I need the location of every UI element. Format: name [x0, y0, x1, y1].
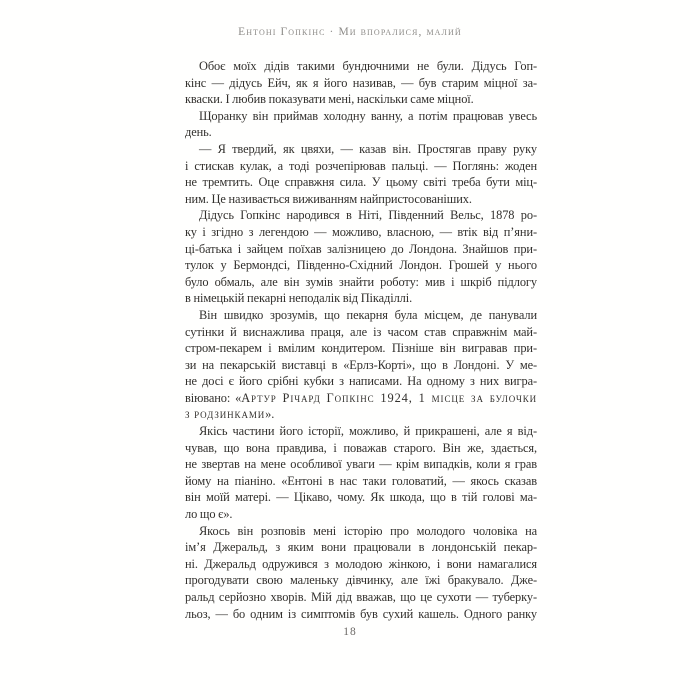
text-line: ним. Це називається виживанням найпристосованіших.: [185, 191, 472, 206]
text-line: і стискав кулак, а тоді розчепірював пальці. — Поглянь: жоден: [185, 158, 537, 173]
text-line: — Я твердий, як цвяхи, — казав він. Простягав праву руку: [199, 141, 537, 156]
text-line: льоз, — бо одним із симптомів був сухий кашель. Одного ранку: [185, 606, 537, 621]
text-line: йому на піаніно. «Ентоні в нас таки головатий, — якось сказав: [185, 473, 537, 488]
text-line: зи на пекарській виставці в «Ерлз-Корті», що в Лондоні. У ме-: [185, 357, 537, 372]
engraving-prefix: віювано: «: [185, 390, 242, 405]
text-line: було обмаль, але він зумів знайти роботу: мив і шкріб підлогу: [185, 274, 537, 289]
text-line: стром-пекарем і вмілим кондитером. Пізніше він вигравав при-: [185, 341, 537, 356]
text-line: Обоє моїх дідів такими бундючними не були. Дідусь Гоп-: [199, 59, 537, 73]
text-line: Щоранку він приймав холодну ванну, а потім працював увесь: [199, 108, 537, 123]
text-line: Якісь частини його історії, можливо, й прикрашені, але я від-: [199, 424, 537, 439]
paragraph: [185, 307, 537, 423]
text-line: день.: [185, 125, 212, 140]
text-line: прогодувати свою маленьку дівчинку, але їжі бракувало. Дже-: [185, 573, 537, 588]
text-line: кінс — дідусь Ейч, як я його називав, — був старим міцної за-: [185, 75, 537, 90]
text-line: ці-батька і зайцем поїхав залізницею до Лондона. Знайшов при-: [185, 241, 537, 256]
engraving-smallcaps-text: Артур Річард Гопкінс 1924, 1 місце за булочки: [241, 390, 537, 405]
text-line: не тремтить. Оце справжня сила. У цьому світі треба бути міц-: [185, 175, 537, 190]
paragraph: [185, 423, 537, 523]
text-line: тулок у Бермондсі, Південно-Східний Лондон. Грошей у нього: [185, 258, 537, 273]
paragraph: [185, 108, 537, 141]
paragraph: [185, 141, 537, 207]
text-line: Дідусь Гопкінс народився в Ніті, Південний Вельс, 1878 ро-: [199, 208, 537, 223]
text-line: ні. Джеральд одружився з молодою жінкою, і вони намагалися: [185, 556, 537, 571]
paragraph: [185, 207, 537, 307]
text-line: ку і згідно з легендою — можливо, власною, — втік від п’яни-: [185, 224, 537, 239]
text-line: він моїй матері. — Цікаво, чому. Як шкода, що в тій голові ма-: [185, 490, 537, 505]
text-line: ральд серйозно хворів. Мій дід вважав, що це сухоти — туберку-: [185, 590, 537, 604]
text-line: Якось він розповів мені історію про молодого чоловіка на: [199, 523, 537, 538]
text-line: [185, 390, 537, 407]
text-line: не звертав на мене особливої уваги — крім випадків, коли я грав: [185, 457, 537, 472]
text-line: не досі є його срібні кубки з написами. На одному з них вигра-: [185, 374, 537, 389]
text-line: ло що є».: [185, 507, 233, 522]
text-line: сутінки й виснажлива праця, але із часом став справжнім май-: [185, 324, 537, 339]
paragraph: [185, 523, 537, 623]
text-line: в німецькій пекарні неподалік від Пікаділлі.: [185, 291, 413, 306]
running-header: Ентоні Гопкінс · Ми впоралися, малий: [238, 26, 462, 38]
text-line: [185, 406, 537, 423]
engraving-smallcaps-text: з родзинками: [185, 407, 266, 422]
engraving-suffix: ».: [265, 407, 275, 422]
text-line: Він швидко зрозумів, що пекарня була місцем, де панували: [199, 307, 537, 322]
text-block: [185, 58, 537, 622]
text-line: ім’я Джеральд, з яким вони працювали в лондонській пекар-: [185, 540, 537, 555]
text-line: кваски. І любив показувати мені, наскільки саме міцної.: [185, 92, 474, 107]
text-line: чував, що вона правдива, і поважав старого. Він же, здається,: [185, 440, 537, 455]
paragraph: [185, 58, 537, 108]
page-number: 18: [343, 626, 357, 638]
